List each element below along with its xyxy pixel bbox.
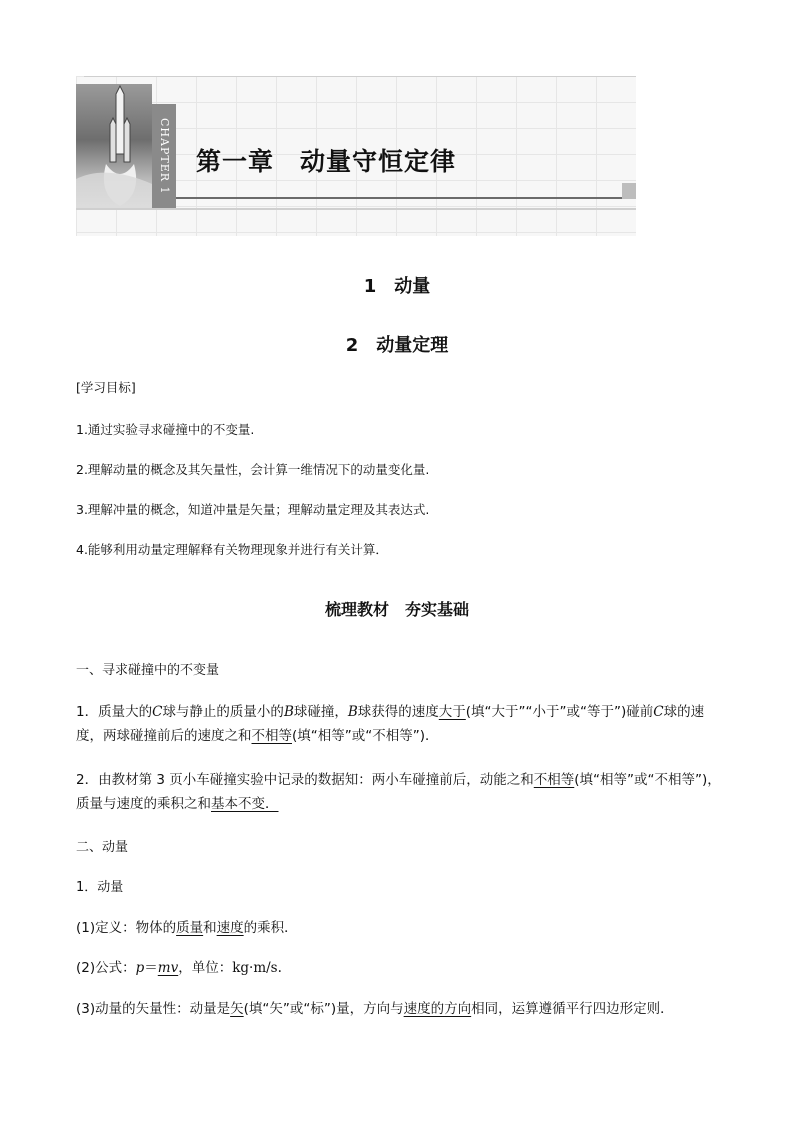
text-fragment: (填“相等”或“不相等”)，质量与速度的乘积之和 — [76, 772, 721, 812]
ball-b-symbol: B — [283, 704, 294, 720]
part1-paragraph-2 — [76, 768, 722, 816]
title-underline-end-block — [622, 183, 636, 199]
text-fragment: (3)动量的矢量性：动量是 — [76, 1001, 231, 1017]
banner-top-line — [84, 76, 636, 77]
ball-c-symbol: C — [152, 704, 163, 720]
part1-paragraph-1 — [76, 700, 722, 748]
text-fragment: 的乘积． — [243, 920, 298, 936]
text-fragment: 球与静止的质量小的 — [162, 704, 284, 720]
text-fragment: (填“矢”或“标”)量，方向与 — [243, 1001, 404, 1017]
objective-item-4: 4.能够利用动量定理解释有关物理现象并进行有关计算． — [76, 542, 388, 557]
answer-mass: 质量 — [176, 920, 204, 936]
text-fragment: 2．由教材第 3 页小车碰撞实验中记录的数据知：两小车碰撞前后，动能之和 — [76, 772, 534, 788]
objectives-label: [学习目标] — [76, 380, 136, 395]
chapter-title: 第一章 动量守恒定律 — [196, 147, 457, 176]
part2-title: 二、动量 — [76, 840, 129, 855]
momentum-formula — [76, 956, 722, 980]
text-fragment: (填“相等”或“不相等”)． — [292, 728, 439, 744]
section-title-1: 1 动量 — [363, 276, 431, 297]
chapter-tab-label: CHAPTER 1 — [158, 117, 171, 195]
answer-basically-unchanged: 基本不变． — [211, 796, 279, 812]
text-fragment: 球获得的速度 — [357, 704, 439, 720]
chapter-banner — [76, 76, 636, 236]
title-underline — [176, 197, 622, 199]
text-fragment: 和 — [203, 920, 217, 936]
answer-vector: 矢 — [230, 1001, 244, 1017]
rocket-launch-image — [76, 84, 152, 208]
ball-c-symbol: C — [653, 704, 664, 720]
equals-sign: ＝ — [144, 960, 158, 976]
momentum-definition — [76, 916, 722, 940]
section-title-2: 2 动量定理 — [345, 335, 449, 356]
text-fragment: (1)定义：物体的 — [76, 920, 177, 936]
unit-text: kg·m/s. — [232, 960, 282, 976]
text-fragment: 1．质量大的 — [76, 704, 153, 720]
answer-mv: mv — [157, 960, 179, 976]
answer-not-equal: 不相等 — [251, 728, 292, 744]
text-fragment: 球碰撞， — [293, 704, 348, 720]
rocket-icon — [76, 84, 152, 208]
ball-b-symbol: B — [347, 704, 358, 720]
text-fragment: 球的速度，两球碰撞前后的速度之和 — [76, 704, 705, 744]
text-fragment: (2)公式： — [76, 960, 136, 976]
text-fragment: (填“大于”“小于”或“等于”)碰前 — [465, 704, 654, 720]
part1-title: 一、寻求碰撞中的不变量 — [76, 663, 220, 678]
momentum-vector-property — [76, 997, 722, 1021]
answer-greater-than: 大于 — [438, 704, 466, 720]
part-heading: 梳理教材 夯实基础 — [324, 600, 469, 619]
text-fragment: 相同，运算遵循平行四边形定则． — [471, 1001, 674, 1017]
answer-velocity: 速度 — [216, 920, 244, 936]
part2-subheading-momentum: 1．动量 — [76, 880, 124, 895]
objective-item-2: 2.理解动量的概念及其矢量性，会计算一维情况下的动量变化量. — [76, 462, 430, 477]
text-fragment: ，单位： — [178, 960, 233, 976]
banner-bottom-line — [76, 208, 636, 210]
objective-item-1: 1.通过实验寻求碰撞中的不变量. — [76, 422, 255, 437]
answer-not-equal: 不相等 — [533, 772, 575, 788]
objective-item-3: 3.理解冲量的概念，知道冲量是矢量；理解动量定理及其表达式. — [76, 502, 430, 517]
answer-velocity-direction: 速度的方向 — [403, 1001, 472, 1017]
symbol-p: p — [135, 960, 145, 976]
